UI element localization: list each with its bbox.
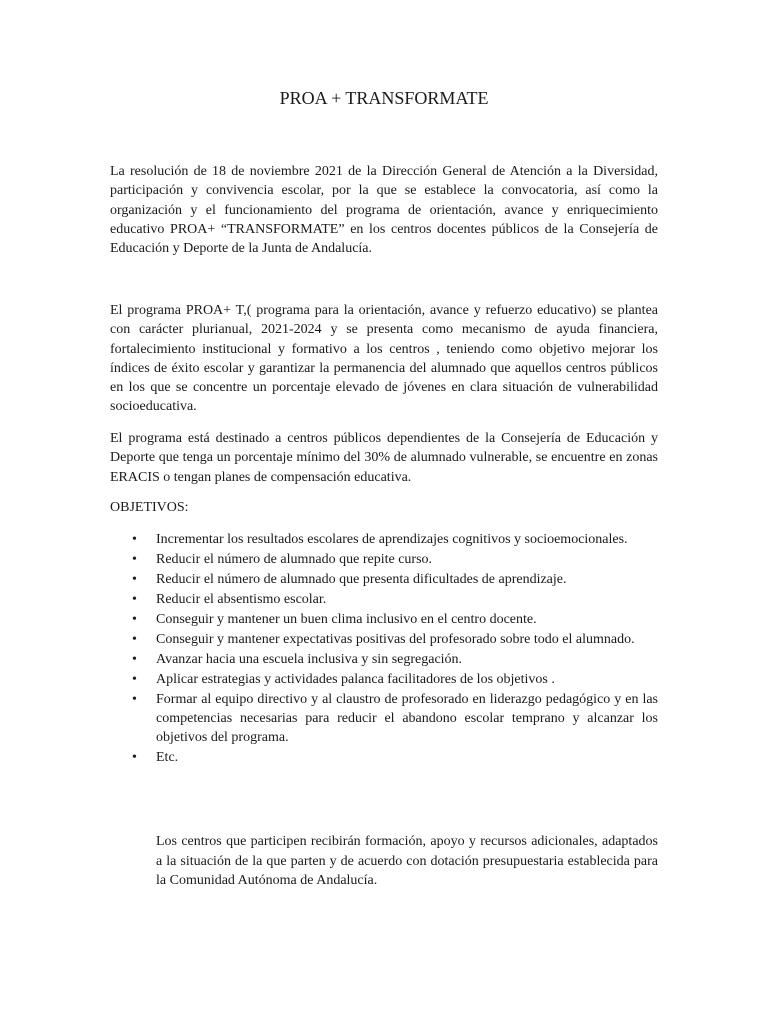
list-item (110, 630, 658, 649)
list-item (110, 690, 658, 747)
list-item-text: Avanzar hacia una escuela inclusiva y sin segregación. (156, 652, 463, 667)
list-item (110, 570, 658, 589)
bullet-icon: • (132, 612, 137, 627)
bullet-icon: • (132, 552, 137, 567)
paragraph-resolution: La resolución de 18 de noviembre 2021 de la Dirección General de Atención a la Diversidad, participación y convivencia escolar, por la que se establece la convocatoria, así como la organización y el funcionamiento del programa de orientación, avance y enriquecimiento educativo PROA+ “TRANSFORMATE” en los centros docentes públicos de la Consejería de Educación y Deporte de la Junta de Andalucía. (110, 164, 658, 257)
list-item (110, 670, 658, 689)
bullet-icon: • (132, 572, 137, 587)
list-item-text: Aplicar estrategias y actividades palanca facilitadores de los objetivos . (156, 672, 555, 687)
paragraph-target-centers: El programa está destinado a centros públicos dependientes de la Consejería de Educación y Deporte que tenga un porcentaje mínimo del 30% de alumnado vulnerable, se encuentre en zonas ERACIS o tengan planes de compensación educativa. (110, 431, 658, 485)
bullet-icon: • (132, 592, 137, 607)
list-item (110, 530, 658, 549)
list-item-text: Reducir el número de alumnado que repite curso. (156, 552, 433, 567)
list-item-text: Conseguir y mantener un buen clima inclusivo en el centro docente. (156, 612, 537, 627)
list-item-text: Reducir el número de alumnado que presenta dificultades de aprendizaje. (156, 572, 567, 587)
list-item-text: Incrementar los resultados escolares de aprendizajes cognitivos y socioemocionales. (156, 532, 628, 547)
bullet-icon: • (132, 652, 137, 667)
bullet-icon: • (132, 750, 137, 765)
bullet-icon: • (132, 672, 137, 687)
list-item (110, 590, 658, 609)
document-title: PROA + TRANSFORMATE (279, 88, 489, 108)
list-item-text: Formar al equipo directivo y al claustro de profesorado en liderazgo pedagógico y en las competencias necesarias para reducir el abandono escolar temprano y alcanzar los objetivos del programa. (156, 692, 658, 745)
bullet-icon: • (132, 532, 137, 547)
objectives-heading: OBJETIVOS: (110, 500, 189, 515)
list-item-text: Etc. (156, 750, 179, 765)
list-item (110, 550, 658, 569)
list-item-text: Reducir el absentismo escolar. (156, 592, 327, 607)
list-item (110, 610, 658, 629)
list-item-text: Conseguir y mantener expectativas positivas del profesorado sobre todo el alumnado. (156, 632, 635, 647)
bullet-icon: • (132, 632, 137, 647)
closing-paragraph: Los centros que participen recibirán formación, apoyo y recursos adicionales, adaptados a la situación de la que parten y de acuerdo con dotación presupuestaria establecida para la Comunidad Autónoma de Andalucía. (156, 834, 658, 888)
list-item (110, 650, 658, 669)
bullet-icon: • (132, 692, 137, 707)
paragraph-program-description: El programa PROA+ T,( programa para la orientación, avance y refuerzo educativo) se plantea con carácter plurianual, 2021-2024 y se presenta como mecanismo de ayuda financiera, fortalecimiento institucional y formativo a los centros , teniendo como objetivo mejorar los índices de éxito escolar y garantizar la permanencia del alumnado que aquellos centros públicos en los que se concentre un porcentaje elevado de jóvenes en clara situación de vulnerabilidad socioeducativa. (110, 303, 658, 415)
list-item (110, 748, 658, 767)
objectives-list (110, 530, 658, 768)
